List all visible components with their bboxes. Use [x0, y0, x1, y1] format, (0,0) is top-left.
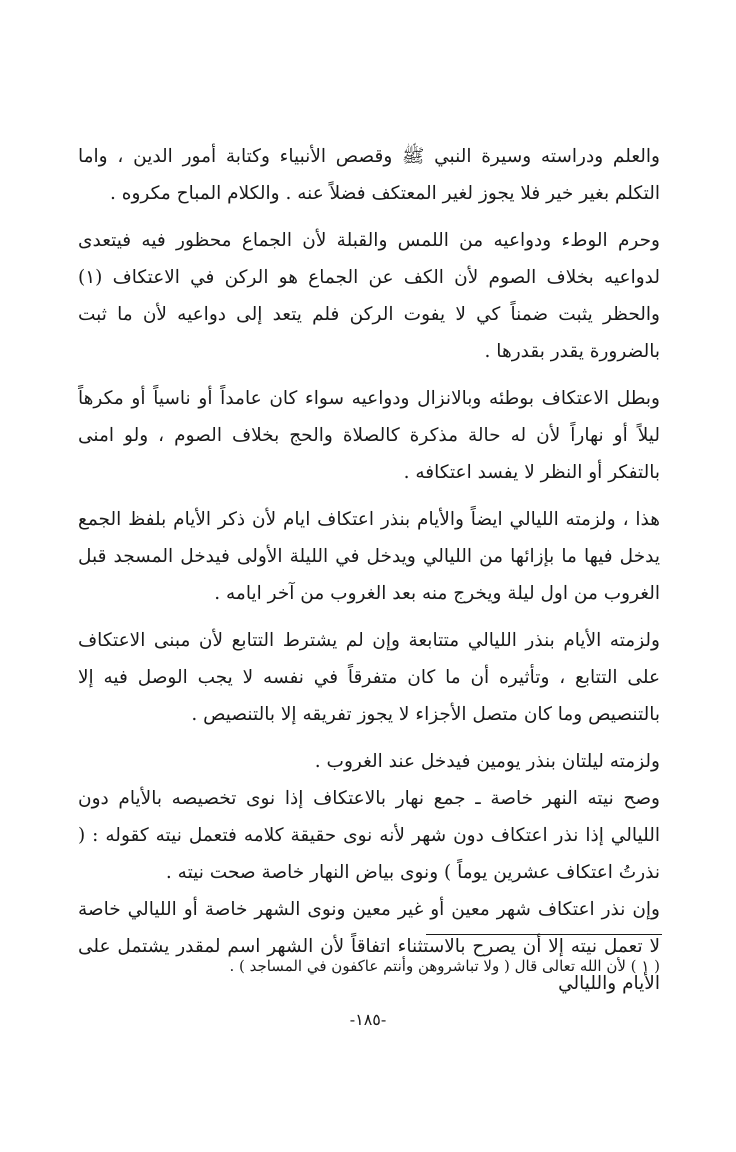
paragraph-6: ولزمته ليلتان بنذر يومين فيدخل عند الغروب . — [314, 751, 660, 772]
paragraph-7: وصح نيته النهر خاصة ـ جمع نهار بالاعتكاف إذا نوى تخصيصه بالأيام دون الليالي إذا نذر اعتكاف دون شهر لأنه نوى حقيقة كلامه فتعمل نيته كقوله : ( نذرتُ اعتكاف عشرين يوماً ) ونوى بياض النهار خاصة صحت نيته . — [78, 788, 660, 883]
paragraph-5: ولزمته الأيام بنذر الليالي متتابعة وإن لم يشترط التتابع لأن مبنى الاعتكاف على التتابع ، وتأثيره أن ما كان متفرقاً في نفسه لا يجب الوصل فيه إلا بالتنصيص وما كان متصل الأجزاء لا يجوز تفريقه إلا بالتنصيص . — [78, 630, 660, 725]
paragraph-3: وبطل الاعتكاف بوطئه وبالانزال ودواعيه سواء كان عامداً أو ناسياً أو مكرهاً ليلاً أو نهاراً لأن له حالة مذكرة كالصلاة والحج بخلاف الصوم ، ولو امنى بالتفكر أو النظر لا يفسد اعتكافه . — [78, 388, 660, 483]
paragraph-8: وإن نذر اعتكاف شهر معين أو غير معين ونوى الشهر خاصة أو الليالي خاصة لا تعمل نيته إلا أن يصرح بالاستثناء اتفاقاً لأن الشهر اسم لمقدر يشتمل على الأيام والليالي — [78, 899, 660, 994]
paragraph-1: والعلم ودراسته وسيرة النبي ﷺ وقصص الأنبياء وكتابة أمور الدين ، واما التكلم بغير خير فلا يجوز لغير المعتكف فضلاً عنه . والكلام المباح مكروه . — [78, 146, 660, 204]
footnote-divider — [426, 934, 662, 935]
footnote: ( ١ ) لأن الله تعالى قال ( ولا تباشروهن وأنتم عاكفون في المساجد ) . — [229, 957, 660, 975]
paragraph-2: وحرم الوطء ودواعيه من اللمس والقبلة لأن الجماع محظور فيه فيتعدى لدواعيه بخلاف الصوم لأن الكف عن الجماع هو الركن في الاعتكاف (١) والحظر يثبت ضمناً كي لا يفوت الركن فلم يتعد إلى دواعيه لأن ما ثبت بالضرورة يقدر بقدرها . — [78, 230, 660, 362]
page-number: -١٨٥- — [349, 1010, 387, 1029]
paragraph-4: هذا ، ولزمته الليالي ايضاً والأيام بنذر اعتكاف ايام لأن ذكر الأيام بلفظ الجمع يدخل فيها ما بإزائها من الليالي ويدخل في الليلة الأولى فيدخل المسجد قبل الغروب من اول ليلة ويخرج منه بعد الغروب من آخر ايامه . — [78, 509, 660, 604]
main-text — [78, 138, 660, 1002]
